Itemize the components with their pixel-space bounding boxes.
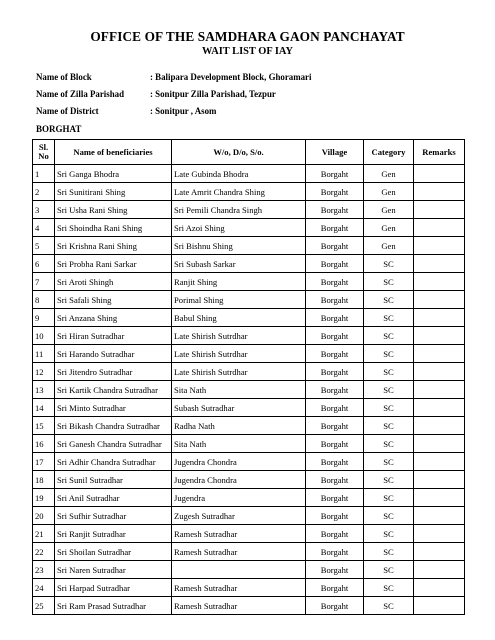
cell-remarks [414, 489, 465, 507]
cell-category: SC [364, 363, 414, 381]
cell-remarks [414, 345, 465, 363]
cell-village: Borgaht [306, 255, 364, 273]
cell-remarks [414, 219, 465, 237]
table-row [33, 525, 465, 543]
cell-beneficiary-name: Sri Ranjit Sutradhar [55, 525, 172, 543]
cell-village: Borgaht [306, 507, 364, 525]
cell-village: Borgaht [306, 597, 364, 615]
cell-sl: 16 [33, 435, 55, 453]
meta-zilla-label: Name of Zilla Parishad [36, 89, 125, 99]
cell-parent-name: Late Shirish Sutrdhar [172, 363, 306, 381]
cell-category: Gen [364, 165, 414, 183]
meta-district-value: : Sonitpur , Asom [150, 106, 217, 116]
cell-beneficiary-name: Sri Harpad Sutradhar [55, 579, 172, 597]
table-row [33, 435, 465, 453]
cell-category: SC [364, 255, 414, 273]
cell-category: SC [364, 435, 414, 453]
cell-parent-name: Ranjit Shing [172, 273, 306, 291]
village-heading: BORGHAT [36, 124, 82, 134]
cell-remarks [414, 399, 465, 417]
table-row [33, 399, 465, 417]
cell-beneficiary-name: Sri Minto Sutradhar [55, 399, 172, 417]
col-header-category: Category [364, 140, 414, 165]
cell-village: Borgaht [306, 273, 364, 291]
cell-parent-name: Ramesh Sutradhar [172, 525, 306, 543]
table-header-row [33, 140, 465, 165]
cell-parent-name: Sri Subash Sarkar [172, 255, 306, 273]
cell-parent-name: Zugesh Sutradhar [172, 507, 306, 525]
cell-parent-name: Ramesh Sutradhar [172, 543, 306, 561]
cell-village: Borgaht [306, 417, 364, 435]
cell-beneficiary-name: Sri Harando Sutradhar [55, 345, 172, 363]
cell-beneficiary-name: Sri Probha Rani Sarkar [55, 255, 172, 273]
cell-beneficiary-name: Sri Kartik Chandra Sutradhar [55, 381, 172, 399]
cell-parent-name: Ramesh Sutradhar [172, 597, 306, 615]
cell-sl: 18 [33, 471, 55, 489]
cell-beneficiary-name: Sri Ram Prasad Sutradhar [55, 597, 172, 615]
cell-beneficiary-name: Sri Sufhir Sutradhar [55, 507, 172, 525]
meta-block-value: : Balipara Development Block, Ghoramari [150, 72, 312, 82]
cell-sl: 23 [33, 561, 55, 579]
cell-sl: 12 [33, 363, 55, 381]
cell-parent-name: Ramesh Sutradhar [172, 579, 306, 597]
cell-remarks [414, 381, 465, 399]
cell-remarks [414, 201, 465, 219]
cell-sl: 15 [33, 417, 55, 435]
table-row [33, 363, 465, 381]
cell-category: SC [364, 543, 414, 561]
cell-remarks [414, 579, 465, 597]
cell-parent-name: Late Shirish Sutrdhar [172, 345, 306, 363]
table-row [33, 453, 465, 471]
cell-category: SC [364, 381, 414, 399]
table-row [33, 291, 465, 309]
cell-village: Borgaht [306, 381, 364, 399]
cell-remarks [414, 417, 465, 435]
cell-parent-name: Jugendra Chondra [172, 471, 306, 489]
cell-sl: 17 [33, 453, 55, 471]
col-header-village: Village [306, 140, 364, 165]
cell-beneficiary-name: Sri Shoilan Sutradhar [55, 543, 172, 561]
cell-sl: 5 [33, 237, 55, 255]
table-row [33, 183, 465, 201]
table-row [33, 489, 465, 507]
cell-parent-name: Late Amrit Chandra Shing [172, 183, 306, 201]
cell-category: SC [364, 471, 414, 489]
cell-category: SC [364, 525, 414, 543]
cell-remarks [414, 165, 465, 183]
cell-sl: 10 [33, 327, 55, 345]
cell-remarks [414, 291, 465, 309]
cell-remarks [414, 327, 465, 345]
cell-village: Borgaht [306, 525, 364, 543]
table-row [33, 345, 465, 363]
cell-village: Borgaht [306, 237, 364, 255]
cell-village: Borgaht [306, 579, 364, 597]
cell-category: SC [364, 597, 414, 615]
cell-sl: 14 [33, 399, 55, 417]
table-row [33, 219, 465, 237]
cell-beneficiary-name: Sri Usha Rani Shing [55, 201, 172, 219]
cell-village: Borgaht [306, 399, 364, 417]
cell-category: SC [364, 507, 414, 525]
cell-village: Borgaht [306, 471, 364, 489]
cell-sl: 8 [33, 291, 55, 309]
page-title: OFFICE OF THE SAMDHARA GAON PANCHAYAT [90, 29, 405, 44]
cell-remarks [414, 237, 465, 255]
table-row [33, 309, 465, 327]
table-row [33, 255, 465, 273]
cell-remarks [414, 507, 465, 525]
table-row [33, 561, 465, 579]
cell-sl: 9 [33, 309, 55, 327]
cell-remarks [414, 543, 465, 561]
table-row [33, 201, 465, 219]
cell-category: Gen [364, 183, 414, 201]
cell-sl: 4 [33, 219, 55, 237]
cell-category: Gen [364, 237, 414, 255]
cell-sl: 2 [33, 183, 55, 201]
cell-village: Borgaht [306, 201, 364, 219]
cell-sl: 21 [33, 525, 55, 543]
cell-category: Gen [364, 219, 414, 237]
cell-sl: 20 [33, 507, 55, 525]
cell-category: Gen [364, 201, 414, 219]
cell-parent-name: Subash Sutradhar [172, 399, 306, 417]
cell-village: Borgaht [306, 561, 364, 579]
cell-village: Borgaht [306, 453, 364, 471]
cell-beneficiary-name: Sri Sunitirani Shing [55, 183, 172, 201]
cell-sl: 13 [33, 381, 55, 399]
cell-sl: 3 [33, 201, 55, 219]
cell-beneficiary-name: Sri Adhir Chandra Sutradhar [55, 453, 172, 471]
table-row [33, 597, 465, 615]
page-subtitle: WAIT LIST OF IAY [202, 46, 293, 57]
cell-village: Borgaht [306, 219, 364, 237]
cell-category: SC [364, 345, 414, 363]
cell-remarks [414, 597, 465, 615]
col-header-remarks: Remarks [414, 140, 465, 165]
cell-sl: 19 [33, 489, 55, 507]
table-row [33, 327, 465, 345]
col-header-name: Name of beneficiaries [55, 140, 172, 165]
cell-parent-name: Babul Shing [172, 309, 306, 327]
cell-remarks [414, 255, 465, 273]
cell-parent-name: Late Gubinda Bhodra [172, 165, 306, 183]
table-row [33, 237, 465, 255]
cell-remarks [414, 363, 465, 381]
table-row [33, 165, 465, 183]
cell-village: Borgaht [306, 291, 364, 309]
cell-village: Borgaht [306, 363, 364, 381]
cell-remarks [414, 183, 465, 201]
cell-category: SC [364, 399, 414, 417]
cell-category: SC [364, 453, 414, 471]
cell-parent-name: Sri Azoi Shing [172, 219, 306, 237]
cell-beneficiary-name: Sri Naren Sutradhar [55, 561, 172, 579]
cell-remarks [414, 471, 465, 489]
cell-remarks [414, 309, 465, 327]
meta-zilla-value: : Sonitpur Zilla Parishad, Tezpur [150, 89, 276, 99]
cell-remarks [414, 435, 465, 453]
table-row [33, 507, 465, 525]
cell-parent-name: Late Shirish Sutrdhar [172, 327, 306, 345]
meta-block-label: Name of Block [36, 72, 92, 82]
cell-parent-name: Porimal Shing [172, 291, 306, 309]
cell-village: Borgaht [306, 543, 364, 561]
wait-list-table [32, 139, 465, 615]
cell-village: Borgaht [306, 345, 364, 363]
cell-parent-name: Sita Nath [172, 435, 306, 453]
cell-beneficiary-name: Sri Safali Shing [55, 291, 172, 309]
table-row [33, 417, 465, 435]
table-row [33, 471, 465, 489]
cell-village: Borgaht [306, 435, 364, 453]
cell-category: SC [364, 417, 414, 435]
cell-parent-name: Radha Nath [172, 417, 306, 435]
table-row [33, 543, 465, 561]
cell-sl: 1 [33, 165, 55, 183]
cell-category: SC [364, 561, 414, 579]
cell-beneficiary-name: Sri Krishna Rani Shing [55, 237, 172, 255]
col-header-sl: Sl. No [33, 140, 55, 165]
cell-remarks [414, 525, 465, 543]
cell-parent-name: Jugendra Chondra [172, 453, 306, 471]
cell-village: Borgaht [306, 327, 364, 345]
cell-beneficiary-name: Sri Shoindha Rani Shing [55, 219, 172, 237]
cell-category: SC [364, 273, 414, 291]
cell-category: SC [364, 489, 414, 507]
cell-village: Borgaht [306, 489, 364, 507]
cell-sl: 25 [33, 597, 55, 615]
cell-parent-name: Jugendra [172, 489, 306, 507]
cell-beneficiary-name: Sri Ganga Bhodra [55, 165, 172, 183]
cell-parent-name [172, 561, 306, 579]
cell-beneficiary-name: Sri Ganesh Chandra Sutradhar [55, 435, 172, 453]
cell-sl: 24 [33, 579, 55, 597]
cell-beneficiary-name: Sri Hiran Sutradhar [55, 327, 172, 345]
table-row [33, 273, 465, 291]
cell-beneficiary-name: Sri Aroti Shingh [55, 273, 172, 291]
cell-category: SC [364, 579, 414, 597]
cell-parent-name: Sita Nath [172, 381, 306, 399]
cell-category: SC [364, 327, 414, 345]
cell-remarks [414, 273, 465, 291]
table-row [33, 381, 465, 399]
cell-category: SC [364, 309, 414, 327]
cell-village: Borgaht [306, 309, 364, 327]
cell-parent-name: Sri Pemili Chandra Singh [172, 201, 306, 219]
meta-district-label: Name of District [36, 106, 99, 116]
cell-sl: 22 [33, 543, 55, 561]
cell-village: Borgaht [306, 183, 364, 201]
cell-sl: 6 [33, 255, 55, 273]
cell-sl: 11 [33, 345, 55, 363]
cell-parent-name: Sri Bishnu Shing [172, 237, 306, 255]
cell-category: SC [364, 291, 414, 309]
cell-beneficiary-name: Sri Anil Sutradhar [55, 489, 172, 507]
cell-remarks [414, 453, 465, 471]
cell-village: Borgaht [306, 165, 364, 183]
cell-beneficiary-name: Sri Jitendro Sutradhar [55, 363, 172, 381]
cell-remarks [414, 561, 465, 579]
cell-sl: 7 [33, 273, 55, 291]
col-header-parent: W/o, D/o, S/o. [172, 140, 306, 165]
cell-beneficiary-name: Sri Sunil Sutradhar [55, 471, 172, 489]
cell-beneficiary-name: Sri Bikash Chandra Sutradhar [55, 417, 172, 435]
cell-beneficiary-name: Sri Anzana Shing [55, 309, 172, 327]
table-row [33, 579, 465, 597]
